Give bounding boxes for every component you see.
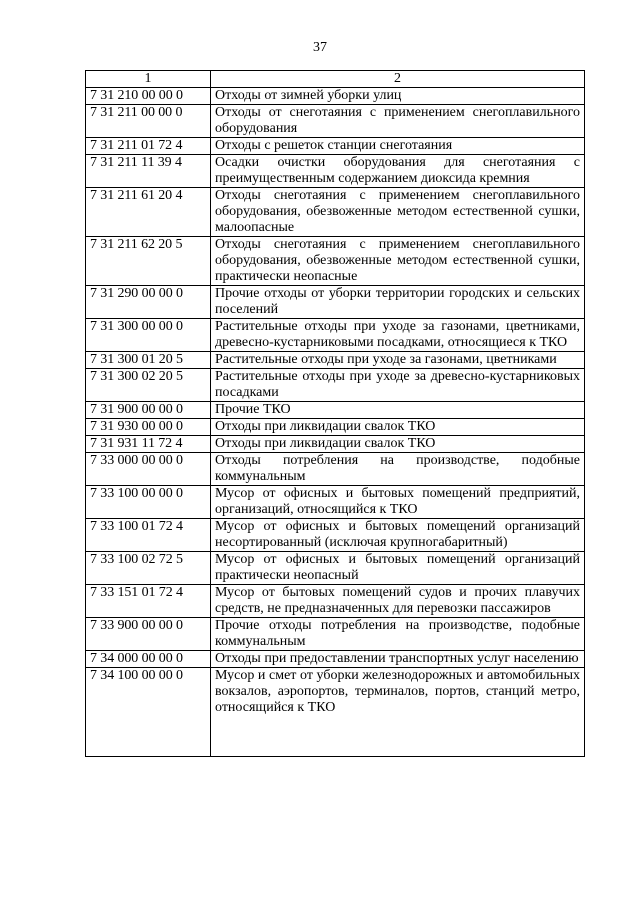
table-row bbox=[86, 519, 585, 552]
waste-code-table bbox=[85, 70, 585, 757]
waste-code-cell: 7 33 100 01 72 4 bbox=[86, 519, 211, 552]
waste-name-cell: Мусор от бытовых помещений судов и прочих плавучих средств, не предназначенных для перевозки пассажиров bbox=[211, 585, 585, 618]
waste-code-cell: 7 33 100 02 72 5 bbox=[86, 552, 211, 585]
table-row bbox=[86, 237, 585, 286]
waste-code-cell: 7 33 100 00 00 0 bbox=[86, 486, 211, 519]
waste-name-cell: Отходы потребления на производстве, подобные коммунальным bbox=[211, 453, 585, 486]
table-header-row bbox=[86, 71, 585, 88]
waste-code-cell: 7 34 000 00 00 0 bbox=[86, 651, 211, 668]
table-row bbox=[86, 319, 585, 352]
waste-code-cell: 7 33 900 00 00 0 bbox=[86, 618, 211, 651]
table-row bbox=[86, 402, 585, 419]
waste-name-cell: Отходы при предоставлении транспортных услуг населению bbox=[211, 651, 585, 668]
waste-code-cell: 7 31 210 00 00 0 bbox=[86, 88, 211, 105]
waste-code-cell: 7 33 151 01 72 4 bbox=[86, 585, 211, 618]
waste-name-cell: Отходы снеготаяния с применением снегоплавильного оборудования, обезвоженные методом естественной сушки, практически неопасные bbox=[211, 237, 585, 286]
table-row bbox=[86, 286, 585, 319]
table-row bbox=[86, 585, 585, 618]
table-row bbox=[86, 552, 585, 585]
table-row bbox=[86, 369, 585, 402]
table-row bbox=[86, 105, 585, 138]
waste-code-cell: 7 31 900 00 00 0 bbox=[86, 402, 211, 419]
table-row bbox=[86, 436, 585, 453]
table-row bbox=[86, 155, 585, 188]
waste-name-cell: Отходы при ликвидации свалок ТКО bbox=[211, 436, 585, 453]
table-body bbox=[86, 88, 585, 757]
waste-code-cell: 7 31 930 00 00 0 bbox=[86, 419, 211, 436]
waste-name-cell: Прочие ТКО bbox=[211, 402, 585, 419]
column-header-code: 1 bbox=[86, 71, 211, 88]
table-row bbox=[86, 138, 585, 155]
waste-name-cell: Отходы при ликвидации свалок ТКО bbox=[211, 419, 585, 436]
waste-code-cell: 7 33 000 00 00 0 bbox=[86, 453, 211, 486]
page-number: 37 bbox=[313, 40, 327, 55]
column-header-name: 2 bbox=[211, 71, 585, 88]
waste-name-cell: Мусор от офисных и бытовых помещений организаций практически неопасный bbox=[211, 552, 585, 585]
waste-code-cell: 7 31 211 11 39 4 bbox=[86, 155, 211, 188]
table-row bbox=[86, 453, 585, 486]
waste-code-cell: 7 31 211 00 00 0 bbox=[86, 105, 211, 138]
waste-name-cell: Прочие отходы от уборки территории городских и сельских поселений bbox=[211, 286, 585, 319]
waste-code-cell: 7 31 211 61 20 4 bbox=[86, 188, 211, 237]
table-row bbox=[86, 486, 585, 519]
waste-code-cell: 7 31 211 62 20 5 bbox=[86, 237, 211, 286]
waste-name-cell: Отходы снеготаяния с применением снегоплавильного оборудования, обезвоженные методом естественной сушки, малоопасные bbox=[211, 188, 585, 237]
table-row bbox=[86, 668, 585, 757]
waste-name-cell: Осадки очистки оборудования для снеготаяния с преимущественным содержанием диоксида кремния bbox=[211, 155, 585, 188]
waste-name-cell: Отходы от снеготаяния с применением снегоплавильного оборудования bbox=[211, 105, 585, 138]
waste-name-cell: Мусор от офисных и бытовых помещений организаций несортированный (исключая крупногабаритный) bbox=[211, 519, 585, 552]
waste-name-cell: Растительные отходы при уходе за газонами, цветниками, древесно-кустарниковыми посадками, относящиеся к ТКО bbox=[211, 319, 585, 352]
table-row bbox=[86, 352, 585, 369]
waste-name-cell: Растительные отходы при уходе за древесно-кустарниковых посадками bbox=[211, 369, 585, 402]
table-row bbox=[86, 88, 585, 105]
waste-name-cell: Отходы от зимней уборки улиц bbox=[211, 88, 585, 105]
waste-code-cell: 7 31 211 01 72 4 bbox=[86, 138, 211, 155]
table-row bbox=[86, 419, 585, 436]
waste-name-cell: Растительные отходы при уходе за газонами, цветниками bbox=[211, 352, 585, 369]
waste-code-cell: 7 31 300 00 00 0 bbox=[86, 319, 211, 352]
waste-code-cell: 7 34 100 00 00 0 bbox=[86, 668, 211, 757]
waste-code-cell: 7 31 931 11 72 4 bbox=[86, 436, 211, 453]
waste-name-cell: Прочие отходы потребления на производстве, подобные коммунальным bbox=[211, 618, 585, 651]
waste-name-cell: Мусор и смет от уборки железнодорожных и автомобильных вокзалов, аэропортов, терминалов, портов, станций метро, относящийся к ТКО bbox=[211, 668, 585, 757]
table-row bbox=[86, 188, 585, 237]
waste-code-cell: 7 31 300 02 20 5 bbox=[86, 369, 211, 402]
waste-name-cell: Мусор от офисных и бытовых помещений предприятий, организаций, относящийся к ТКО bbox=[211, 486, 585, 519]
waste-code-cell: 7 31 290 00 00 0 bbox=[86, 286, 211, 319]
waste-name-cell: Отходы с решеток станции снеготаяния bbox=[211, 138, 585, 155]
table-row bbox=[86, 618, 585, 651]
waste-code-cell: 7 31 300 01 20 5 bbox=[86, 352, 211, 369]
table-row bbox=[86, 651, 585, 668]
